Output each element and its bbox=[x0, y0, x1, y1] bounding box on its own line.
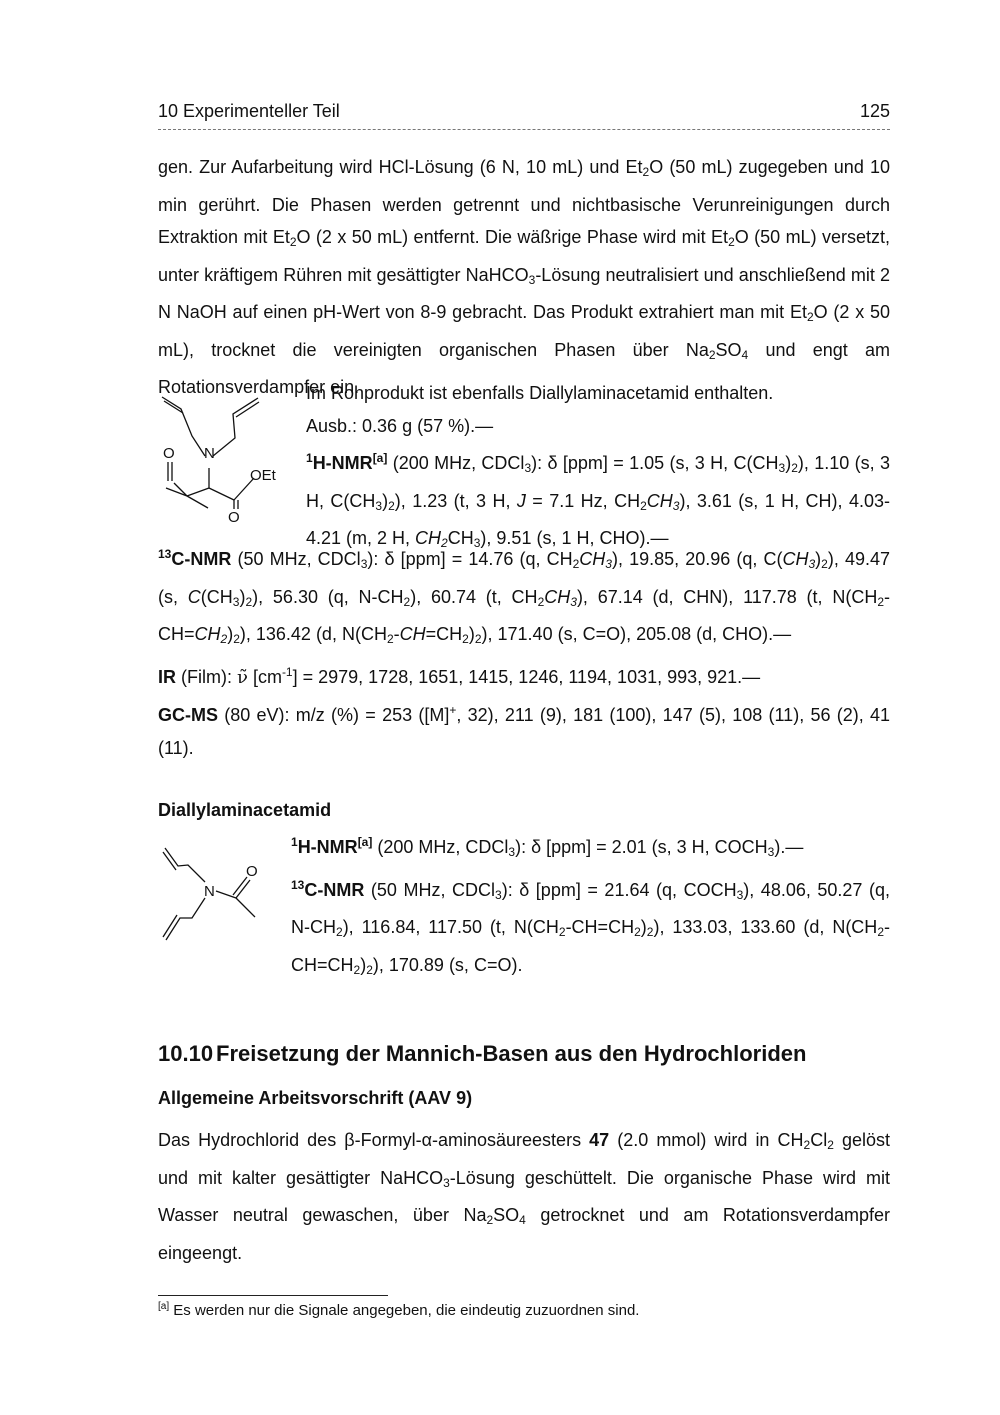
subsection-heading: Allgemeine Arbeitsvorschrift (AAV 9) bbox=[158, 1088, 473, 1108]
yield: Ausb.: 0.36 g (57 %).— bbox=[306, 415, 494, 436]
section-title: Freisetzung der Mannich-Basen aus den Hydrochloriden bbox=[216, 1041, 807, 1066]
c13-nmr-entry: $^{13}$C-NMR (50 MHz, CDCl$_3$): δ [ppm] = 14.76 (q, $CH_2CH_3$), 19.85, 20.96 (q, $C(CH_3)_2$), 49.47 (s, $C(CH_3)_2$), 56.30 (q, $N-CH_2$), 60.74 (t, $CH_2CH_3$), 67.14 (d, CHN), 117.78 (t, $N(CH_2-CH=CH_2)_2$), 136.42 (d, $N(CH_2-CH=CH_2)_2$), 171.40 (s, C=O), 205.08 (d, CHO).— IR (Film): ν̃ $[cm^{-1}] = 2979$, 1728, 1651, 1415, 1246, 1194, 1031, 993, 921.— GC-MS (80 eV): m/z (%) = 253 ([M]+, 32), 211 (9), 181 (100), 147 (5), 108 (11), 56 (2), 41 (11). bbox=[158, 538, 890, 764]
workup-paragraph: gen. Zur Aufarbeitung wird HCl-Lösung (6 N, 10 mL) und $Et_2O$ (50 mL) zugegeben und 10 min gerührt. Die Phasen werden getrennt und nichtbasische Verunreinigungen durch Extraktion mit $Et_2O$ (2 x 50 mL) entfernt. Die wäßrige Phase wird mit $Et_2O$ (50 mL) versetzt, unter kräftigem Rühren mit gesättigter NaHCO$_3$-Lösung neutralisiert und anschließend mit 2 N NaOH auf einen pH-Wert von 8-9 gebracht. Das Produkt extrahiert man mit $Et_2O$ (2 x 50 mL), trocknet die vereinigten organischen Phasen über $Na_2SO_4$ und engt am Rotationsverdampfer ein. bbox=[158, 157, 890, 397]
structure-diagram-acetamide bbox=[158, 840, 278, 950]
rohprodukt-note: Im Rohprodukt ist ebenfalls Diallylaminacetamid enthalten. bbox=[306, 383, 774, 403]
chapter-title: 10 Experimenteller Teil bbox=[158, 101, 340, 121]
running-header bbox=[158, 101, 890, 127]
gcms-entry: GC-MS (80 eV): m/z (%) = 253 ([M]+, 32), 211 (9), 181 (100), 147 (5), 108 (11), 56 (2), 41 (11). bbox=[158, 703, 891, 758]
h-nmr-entry: $^1$H-NMR[a] (200 MHz, CDCl$_3$): δ [ppm] = 1.05 (s, 3 H, $C(CH_3)_2$), 1.10 (s, 3 H, $C(CH_3)_2$), 1.23 (t, 3 H, J = 7.1 Hz, $CH_2CH_3$), 3.61 (s, 1 H, CH), 4.03-4.21 (m, 2 H, $CH_2CH_3$), 9.51 (s, 1 H, CHO).— bbox=[306, 451, 890, 550]
atom-n: N bbox=[204, 445, 215, 462]
atom-n-amide: N bbox=[204, 883, 215, 900]
atom-o-amide: O bbox=[246, 863, 258, 880]
acetamide-data-block bbox=[291, 826, 890, 986]
product-data-block bbox=[306, 377, 890, 560]
atom-oet: OEt bbox=[250, 467, 276, 484]
atom-o-aldehyde: O bbox=[163, 445, 175, 462]
section-heading bbox=[158, 1041, 806, 1067]
ir-entry: IR (Film): ν̃ $[cm^{-1}] = 2979$, 1728, 1651, 1415, 1246, 1194, 1031, 993, 921.— bbox=[158, 664, 761, 688]
header-rule bbox=[158, 129, 890, 130]
footnote: [a] Es werden nur die Signale angegeben, die eindeutig zuzuordnen sind. bbox=[158, 1301, 640, 1319]
acetamide-h-nmr: $^1$H-NMR[a] (200 MHz, CDCl$_3$): δ [ppm] = 2.01 (s, 3 H, $COCH_3).—$ bbox=[291, 835, 804, 859]
procedure-paragraph: Das Hydrochlorid des β-Formyl-α-aminosäureesters 47 (2.0 mmol) wird in $CH_2Cl_2$ gelöst und mit kalter gesättigter NaHCO$_3$-Lösung geschüttelt. Die organische Phase wird mit Wasser neutral gewaschen, über $Na_2SO_4$ getrocknet und am Rotationsverdampfer eingeengt. bbox=[158, 1130, 891, 1263]
acetamide-c13-nmr: $^{13}$C-NMR (50 MHz, CDCl$_3$): δ [ppm] = 21.64 (q, $COCH_3$), 48.06, 50.27 (q, $N-CH_2$), 116.84, 117.50 (t, $N(CH_2-CH=CH_2)_2$), 133.03, 133.60 (d, $N(CH_2-CH=CH_2)_2$), 170.89 (s, C=O). bbox=[291, 877, 890, 977]
page-number: 125 bbox=[859, 101, 890, 121]
structure-diagram-product bbox=[158, 388, 308, 528]
footnote-rule bbox=[158, 1295, 388, 1296]
section-number: 10.10 bbox=[158, 1041, 214, 1066]
atom-o-ester: O bbox=[228, 509, 240, 526]
compound-heading: Diallylaminacetamid bbox=[158, 800, 332, 820]
